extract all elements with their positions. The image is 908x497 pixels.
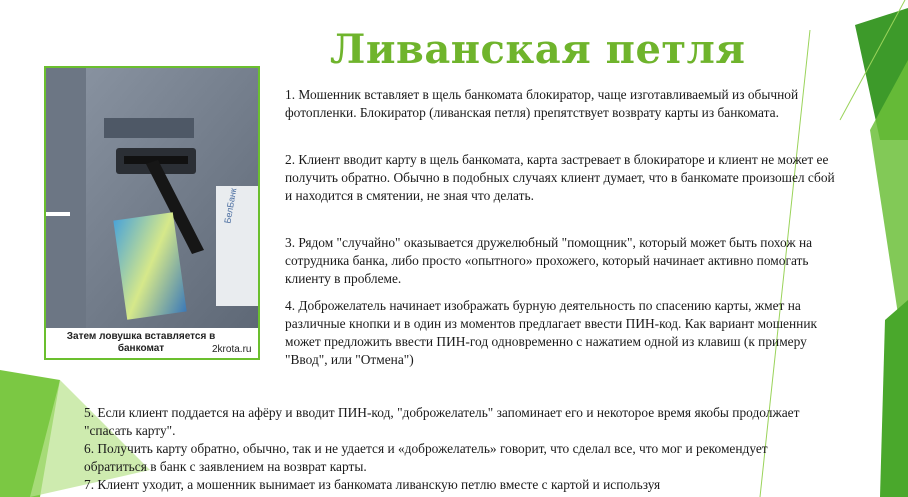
bottom-right-green-shape — [880, 300, 908, 497]
lower-text-block — [84, 404, 824, 494]
paragraph-1: 1. Мошенник вставляет в щель банкомата блокиратор, чаще изготавливаемый из обычной фотопленки. Блокиратор (ливанская петля) препятствует возврату карты из банкомата. — [285, 87, 799, 120]
paragraph-5: 5. Если клиент поддается на афёру и вводит ПИН-код, "доброжелатель" запоминает его и некоторое время якобы продолжает "спасать карту". — [84, 405, 800, 438]
paragraph-7: 7. Клиент уходит, а мошенник вынимает из банкомата ливанскую петлю вместе с картой и используя — [84, 477, 661, 492]
paragraph-3: 3. Рядом "случайно" оказывается дружелюбный "помощник", который может быть похож на сотрудника банка, либо просто «опытного» прохожего, который начинает активно помогать клиенту в проблеме. — [285, 235, 813, 286]
atm-photo — [44, 66, 260, 360]
paragraph-6: 6. Получить карту обратно, обычно, так и не удается и «доброжелатель» говорит, что сделал все, что мог и рекомендует обратиться в банк с заявлением на возврат карты. — [84, 441, 768, 474]
paragraph-4: 4. Доброжелатель начинает изображать бурную деятельность по спасению карты, жмет на различные кнопки и в один из моментов предлагает ввести ПИН-код. Как вариант мошенник может предложить ввести ПИН-год одновременно с нажатием одной из клавиш (к примеру "Ввод", или "Отмена") — [285, 298, 817, 367]
paragraph-2: 2. Клиент вводит карту в щель банкомата, карта застревает в блокираторе и клиент не может ее получить обратно. Обычно в подобных случаях клиент думает, что в банкомате произошел сбой и находится в смятении, не зная что делать. — [285, 152, 835, 203]
atm-brand: БелБанк — [222, 187, 239, 225]
atm-illustration — [46, 68, 258, 358]
photo-caption: Затем ловушка вставляется в банкомат — [66, 331, 216, 354]
atm-side-panel — [216, 186, 258, 306]
photo-source: 2krota.ru — [212, 344, 252, 355]
page-title: Ливанская петля — [330, 26, 746, 73]
